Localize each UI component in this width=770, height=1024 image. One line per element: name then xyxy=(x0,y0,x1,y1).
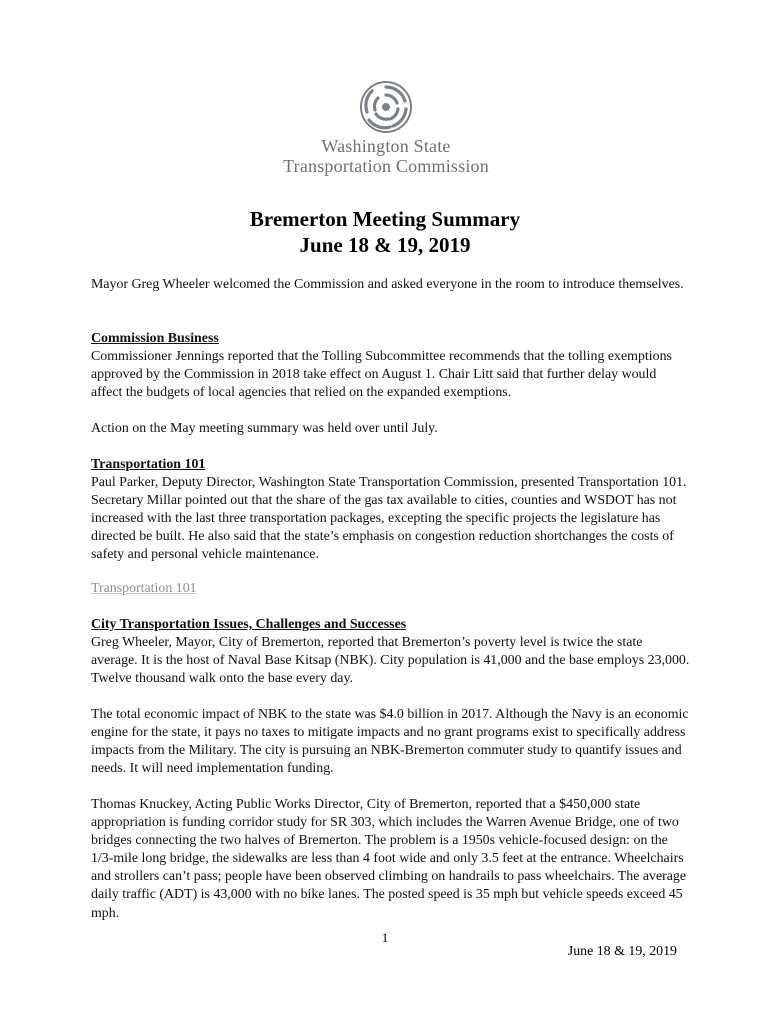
paragraph: The total economic impact of NBK to the state was $4.0 billion in 2017. Although the Navy is an economic engine for the state, it pays no taxes to mitigate impacts and no grant programs exist to specifically address impacts from the Military. The city is pursuing an NBK-Bremerton commuter study to quantify issues and needs. It will need implementation funding. xyxy=(91,707,689,777)
footer-date: June 18 & 19, 2019 xyxy=(567,944,677,959)
section-transportation-101 xyxy=(91,456,691,565)
section-commission-business-note xyxy=(91,420,691,438)
intro-block xyxy=(91,276,691,294)
paragraph: Commissioner Jennings reported that the Tolling Subcommittee recommends that the tolling exemptions approved by the Commission in 2018 take effect on August 1. Chair Litt said that further delay would affect the budgets of local agencies that relied on the expanded exemptions. xyxy=(91,349,672,401)
paragraph: Greg Wheeler, Mayor, City of Bremerton, reported that Bremerton’s poverty level is twice the state average. It is the host of Naval Base Kitsap (NBK). City population is 41,000 and the base employs 23,000. Twelve thousand walk onto the base every day. xyxy=(91,635,690,687)
paragraph: Thomas Knuckey, Acting Public Works Director, City of Bremerton, reported that a $450,000 state appropriation is funding corridor study for SR 303, which includes the Warren Avenue Bridge, one of two bridges connecting the two halves of Bremerton. The problem is a 1950s vehicle-focused design: on the 1/3-mile long bridge, the sidewalks are less than 4 foot wide and only 3.5 feet at the entrance. Wheelchairs and strollers can’t pass; people have been observed climbing on handrails to pass wheelchairs. The average daily traffic (ADT) is 43,000 with no bike lanes. The posted speed is 35 mph but vehicle speeds exceed 45 mph. xyxy=(91,797,687,921)
city-issues-bridge xyxy=(91,796,691,923)
swirl-emblem-icon xyxy=(359,80,413,134)
paragraph: Action on the May meeting summary was held over until July. xyxy=(91,421,438,436)
section-heading: Transportation 101 xyxy=(91,457,206,472)
section-heading: Commission Business xyxy=(91,331,219,346)
page-subtitle-date: June 18 & 19, 2019 xyxy=(299,233,471,257)
city-issues-impact xyxy=(91,706,691,778)
logo-text-line2: Transportation Commission xyxy=(283,156,489,176)
wstc-logo xyxy=(271,80,501,180)
page-title: Bremerton Meeting Summary xyxy=(249,207,521,231)
intro-paragraph: Mayor Greg Wheeler welcomed the Commission and asked everyone in the room to introduce themselves. xyxy=(91,277,684,292)
page-number: 1 xyxy=(381,930,389,945)
section-city-issues xyxy=(91,616,691,688)
logo-text-line1: Washington State xyxy=(321,136,451,156)
section-commission-business xyxy=(91,330,691,402)
paragraph: Paul Parker, Deputy Director, Washington State Transportation Commission, presented Transportation 101. Secretary Millar pointed out that the share of the gas tax available to cities, counties and WSDOT has not increased with the last three transportation packages, excepting the specific projects the legislature has directed be built. He also said that the state’s emphasis on congestion reduction shortchanges the costs of safety and personal vehicle maintenance. xyxy=(91,475,687,563)
section-heading: City Transportation Issues, Challenges and Successes xyxy=(91,617,407,632)
transportation-101-link-block xyxy=(91,580,691,598)
transportation-101-link[interactable]: Transportation 101 xyxy=(91,581,197,596)
